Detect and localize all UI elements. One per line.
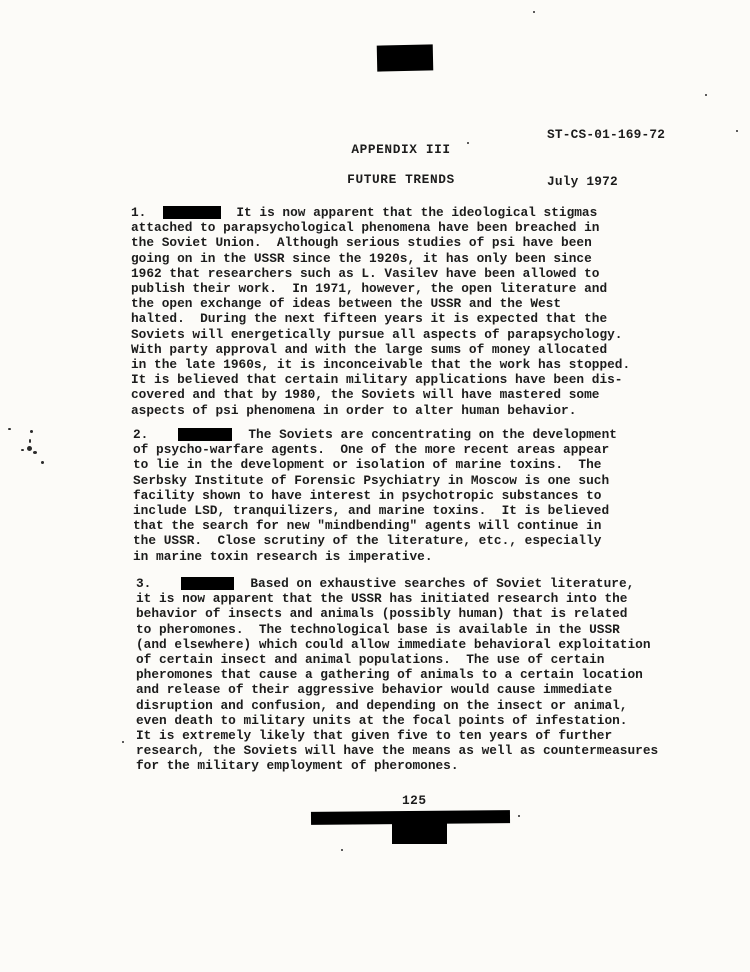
paragraph-text-line: to pheromones. The technological base is available in the USSR: [136, 621, 620, 637]
scan-speck: [21, 449, 24, 451]
scan-speck: [705, 94, 707, 96]
paragraph-3-number: 3.: [136, 576, 152, 591]
paragraph-1-number: 1.: [131, 205, 147, 220]
doc-date: July 1972: [547, 173, 618, 189]
paragraph-text-line: pheromones that cause a gathering of animals to a certain location: [136, 667, 643, 683]
paragraph-text-line: the Soviet Union. Although serious studies of psi have been: [131, 235, 592, 251]
paragraph-text-line: attached to parapsychological phenomena have been breached in: [131, 220, 600, 236]
paragraph-text-line: It is believed that certain military applications have been dis-: [131, 372, 623, 388]
paragraph-3: [136, 576, 696, 774]
scan-speck: [533, 11, 535, 13]
paragraph-text-line: include LSD, tranquilizers, and marine toxins. It is believed: [133, 503, 610, 519]
paragraph-text-line: it is now apparent that the USSR has initiated research into the: [136, 591, 628, 607]
paragraph-text-line: the USSR. Close scrutiny of the literature, etc., especially: [133, 533, 602, 549]
paragraph-text-line: With party approval and with the large sums of money allocated: [131, 341, 608, 357]
paragraph-text-line: that the search for new "mindbending" agents will continue in: [133, 518, 602, 534]
paragraph-text-line: disruption and confusion, and depending on the insect or animal,: [136, 697, 628, 713]
paragraph-text-line: Based on exhaustive searches of Soviet literature,: [250, 576, 635, 591]
scan-speck: [29, 439, 31, 443]
paragraph-2-first-line: [133, 427, 693, 442]
paragraph-1-first-line: [131, 205, 691, 220]
document-reference: [547, 96, 665, 220]
doc-number: ST-CS-01-169-72: [547, 127, 666, 142]
paragraph-text-line: (and elsewhere) which could allow immediate behavioral exploitation: [136, 636, 651, 652]
paragraph-3-first-line: [136, 576, 696, 591]
paragraph-text-line: It is extremely likely that given five to ten years of further: [136, 728, 613, 744]
paragraph-text-line: for the military employment of pheromones.: [136, 758, 459, 774]
redaction-bar-inline: [178, 428, 232, 441]
paragraph-2: [133, 427, 693, 564]
scan-speck: [341, 849, 343, 851]
paragraph-text-line: halted. During the next fifteen years it is expected that the: [131, 311, 608, 327]
scan-speck: [41, 461, 44, 464]
paragraph-text-line: facility shown to have interest in psychotropic substances to: [133, 487, 602, 503]
scan-speck: [33, 451, 37, 454]
paragraph-text-line: Serbsky Institute of Forensic Psychiatry in Moscow is one such: [133, 472, 610, 488]
scan-speck: [122, 741, 124, 743]
paragraph-text-line: covered and that by 1980, the Soviets will have mastered some: [131, 387, 600, 403]
paragraph-text-line: It is now apparent that the ideological stigmas: [236, 205, 598, 220]
paragraph-text-line: even death to military units at the focal points of infestation.: [136, 712, 628, 728]
redaction-bar-header: [377, 44, 434, 71]
redaction-bar-inline: [181, 577, 234, 590]
paragraph-text-line: of psycho-warfare agents. One of the more recent areas appear: [133, 442, 610, 458]
paragraph-text-line: going on in the USSR since the 1920s, it has only been since: [131, 250, 592, 266]
scan-speck: [30, 430, 33, 433]
paragraph-2-number: 2.: [133, 427, 149, 442]
page-number: 125: [402, 793, 427, 808]
paragraph-text-line: in marine toxin research is imperative.: [133, 548, 433, 564]
paragraph-text-line: Soviets will energetically pursue all aspects of parapsychology.: [131, 326, 623, 342]
scan-speck: [467, 142, 469, 144]
appendix-title: APPENDIX III: [351, 142, 451, 157]
scan-speck: [518, 815, 520, 817]
paragraph-1: [131, 205, 691, 418]
paragraph-text-line: research, the Soviets will have the means as well as countermeasures: [136, 743, 659, 759]
section-title: FUTURE TRENDS: [347, 172, 455, 187]
paragraph-text-line: and release of their aggressive behavior would cause immediate: [136, 682, 613, 698]
paragraph-text-line: in the late 1960s, it is inconceivable that the work has stopped.: [131, 357, 631, 373]
paragraph-text-line: 1962 that researchers such as L. Vasilev have been allowed to: [131, 265, 600, 281]
paragraph-text-line: of certain insect and animal populations. The use of certain: [136, 652, 605, 668]
paragraph-text-line: aspects of psi phenomena in order to alter human behavior.: [131, 402, 577, 418]
redaction-bar-inline: [163, 206, 221, 219]
paragraph-text-line: The Soviets are concentrating on the development: [248, 427, 617, 442]
paragraph-text-line: to lie in the development or isolation of marine toxins. The: [133, 457, 602, 473]
paragraph-text-line: publish their work. In 1971, however, the open literature and: [131, 281, 608, 297]
redaction-block-footer: [392, 823, 447, 844]
paragraph-text-line: behavior of insects and animals (possibly human) that is related: [136, 606, 628, 622]
scan-speck: [8, 428, 11, 430]
scan-speck: [27, 446, 32, 451]
scan-speck: [736, 130, 738, 132]
paragraph-text-line: the open exchange of ideas between the USSR and the West: [131, 296, 562, 312]
